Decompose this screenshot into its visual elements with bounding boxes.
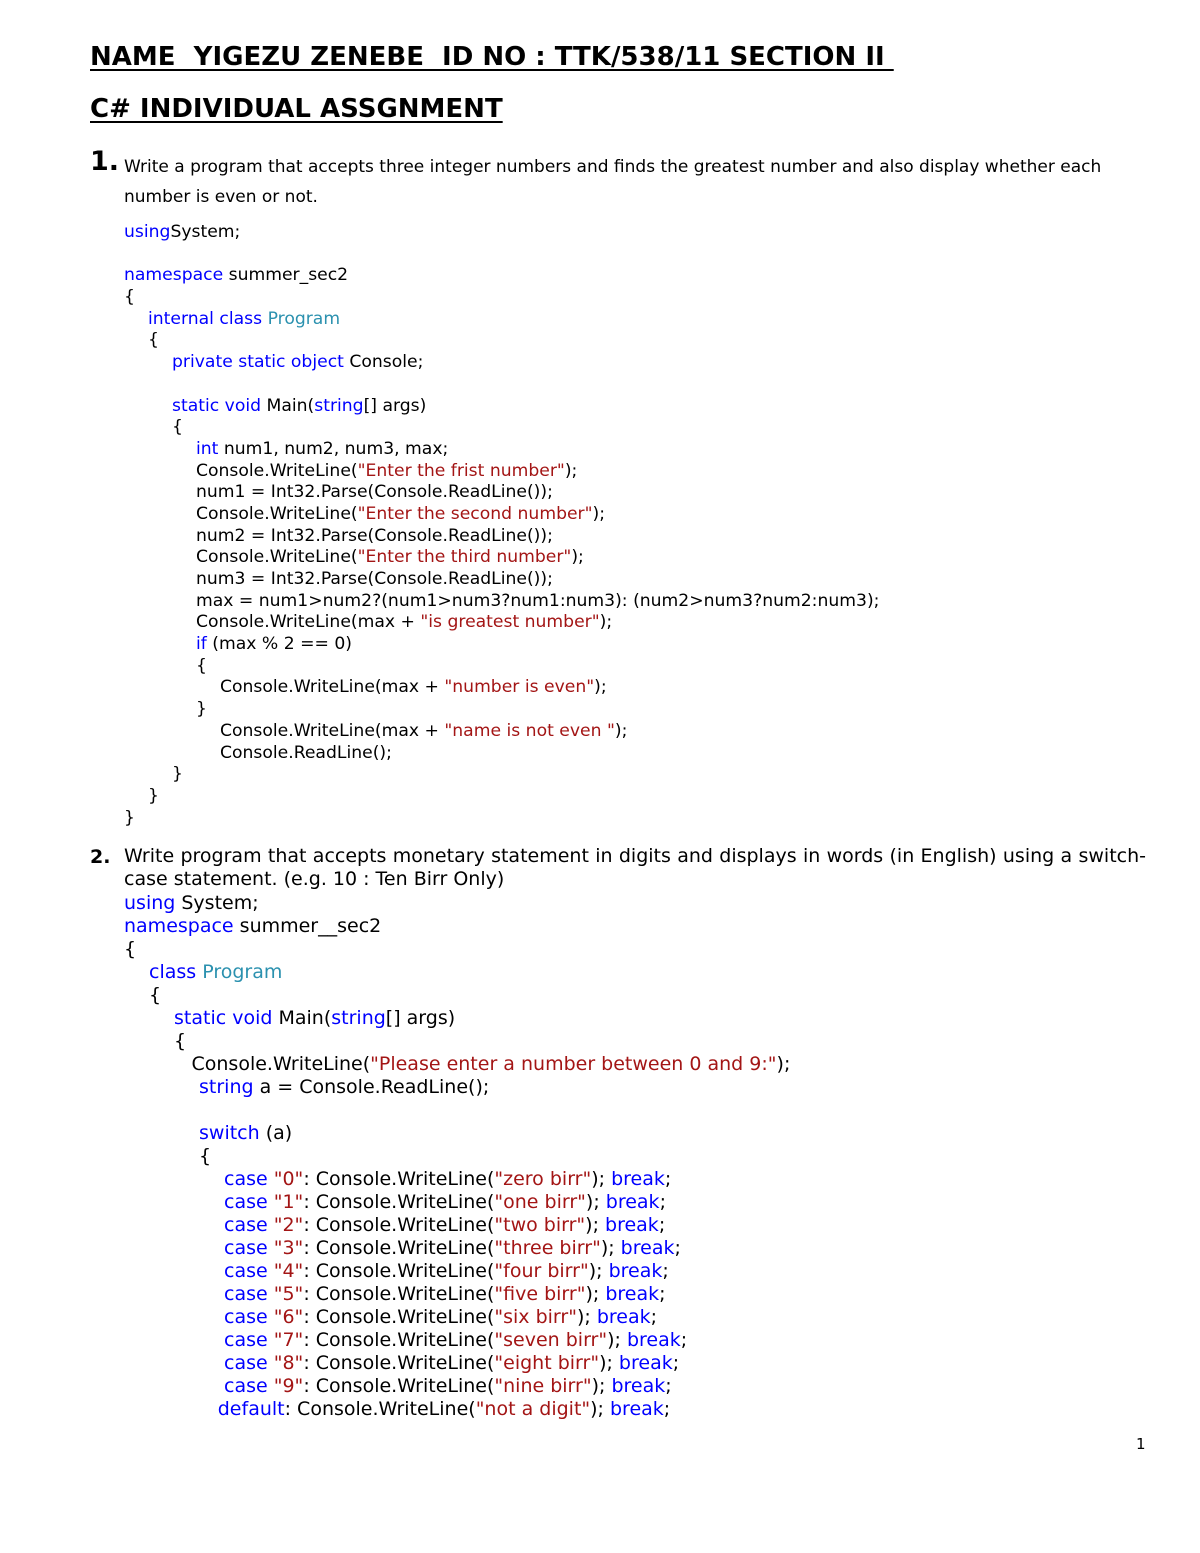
code-token: );: [571, 547, 584, 568]
code-token: case: [224, 1283, 268, 1305]
code-token: "9": [273, 1375, 304, 1397]
code-token: "three birr": [494, 1237, 601, 1259]
code-token: break: [605, 1283, 660, 1305]
code-line: [124, 569, 879, 591]
code-token: );: [590, 1398, 610, 1420]
code-token: );: [585, 1283, 606, 1305]
code-token: );: [564, 460, 578, 481]
code-token: "5": [273, 1283, 304, 1305]
code-line: [124, 330, 879, 352]
code-token: Console.WriteLine(: [196, 460, 358, 481]
code-token: Console.ReadLine();: [220, 742, 392, 763]
code-line: [124, 656, 879, 678]
code-token: {: [196, 655, 207, 676]
code-token: "number is even": [444, 677, 595, 698]
code-line: [124, 591, 879, 613]
code-token: );: [599, 612, 613, 633]
code-token: case: [224, 1214, 268, 1236]
code-token: void: [232, 1007, 273, 1029]
code-token: "not a digit": [475, 1398, 591, 1420]
code-token: case: [224, 1306, 268, 1328]
code-token: ;: [663, 1398, 671, 1420]
code-token: string: [199, 1076, 254, 1098]
code-token: ;: [680, 1329, 688, 1351]
code-token: a = Console.ReadLine();: [253, 1076, 490, 1098]
code-token: "zero birr": [494, 1168, 592, 1190]
code-token: break: [618, 1352, 673, 1374]
code-line: [124, 1007, 790, 1030]
code-token: "8": [273, 1352, 304, 1374]
code-token: break: [605, 1191, 660, 1213]
code-line: [124, 743, 879, 765]
code-token: using: [124, 222, 171, 242]
code-token: "0": [273, 1168, 304, 1190]
code-token: "7": [273, 1329, 304, 1351]
code-token: "one birr": [494, 1191, 586, 1213]
code-line: [124, 1099, 790, 1122]
code-token: using: [124, 892, 176, 914]
code-token: "eight birr": [494, 1352, 600, 1374]
code-token: "five birr": [494, 1283, 586, 1305]
code-token: case: [224, 1375, 268, 1397]
code-token: switch: [199, 1122, 260, 1144]
code-line: [124, 1122, 790, 1145]
code-token: {: [174, 1030, 187, 1052]
question-1-text: Write a program that accepts three integer numbers and finds the greatest number and also display whether each number is even or not.: [124, 157, 1102, 207]
code-token: break: [620, 1237, 675, 1259]
code-token: break: [611, 1375, 666, 1397]
code-token: ;: [672, 1352, 680, 1374]
code-line: [124, 915, 790, 938]
code-token: "is greatest number": [420, 612, 600, 633]
code-line: [124, 1145, 790, 1168]
code-token: "six birr": [494, 1306, 577, 1328]
code-token: Console.WriteLine(max +: [220, 677, 445, 698]
code-token: Main(: [261, 395, 315, 416]
code-line: [124, 764, 879, 786]
code-token: break: [626, 1329, 681, 1351]
code-line: [124, 1329, 790, 1352]
question-2-number: 2.: [90, 846, 111, 868]
code-line: [124, 1214, 790, 1237]
code-line: [124, 721, 879, 743]
code-token: ;: [674, 1237, 681, 1259]
code-token: System;: [170, 222, 241, 242]
code-token: "2": [273, 1214, 304, 1236]
code-token: Console.WriteLine(: [196, 503, 358, 524]
code-token: );: [591, 1375, 612, 1397]
code-token: : Console.WriteLine(: [284, 1398, 476, 1420]
code-line: [124, 1306, 790, 1329]
code-line: [124, 786, 879, 808]
code-line: [124, 1030, 790, 1053]
question-2-code: [124, 892, 790, 1421]
code-token: num1 = Int32.Parse(Console.ReadLine());: [196, 482, 553, 503]
code-line: [124, 1053, 790, 1076]
question-1-number: 1.: [90, 146, 120, 177]
code-token: {: [199, 1145, 212, 1167]
code-token: case: [224, 1168, 268, 1190]
code-token: break: [608, 1260, 663, 1282]
code-token: break: [610, 1398, 664, 1420]
code-token: );: [588, 1260, 609, 1282]
code-token: );: [776, 1053, 791, 1075]
code-line: [124, 1237, 790, 1260]
code-token: "Enter the third number": [357, 547, 572, 568]
code-token: namespace: [124, 915, 234, 937]
page-number: 1: [1136, 1435, 1146, 1453]
code-token: Main(: [272, 1007, 332, 1029]
code-token: static: [174, 1007, 227, 1029]
code-line: [124, 482, 879, 504]
code-token: namespace: [124, 265, 224, 286]
code-token: }: [124, 807, 135, 828]
code-token: break: [611, 1168, 665, 1190]
code-token: {: [124, 938, 137, 960]
code-line: [124, 612, 879, 634]
code-token: [] args): [385, 1007, 456, 1029]
code-token: case: [224, 1352, 268, 1374]
code-token: {: [172, 417, 183, 438]
code-line: [124, 634, 879, 656]
code-token: );: [592, 503, 606, 524]
code-token: }: [196, 699, 207, 720]
code-token: "Enter the second number": [357, 503, 593, 524]
question-1-code: [124, 222, 879, 829]
code-token: case: [224, 1329, 268, 1351]
code-line: [124, 1398, 790, 1421]
code-token: static: [238, 352, 286, 373]
code-line: [124, 526, 879, 548]
question-2-text: Write program that accepts monetary statement in digits and displays in words (in English) using a switch-case statement. (e.g. 10 : Ten Birr Only): [124, 845, 1146, 890]
code-line: [124, 287, 879, 309]
code-token: case: [224, 1237, 268, 1259]
code-token: void: [224, 395, 262, 416]
code-token: Console.WriteLine(max +: [220, 720, 445, 741]
code-token: case: [224, 1191, 268, 1213]
code-token: : Console.WriteLine(: [303, 1306, 495, 1328]
code-token: default: [217, 1398, 285, 1420]
code-line: [124, 439, 879, 461]
code-token: private: [172, 352, 233, 373]
code-token: "3": [273, 1237, 304, 1259]
code-token: ;: [662, 1260, 669, 1282]
code-token: int: [196, 438, 219, 459]
code-line: [124, 1260, 790, 1283]
code-token: "name is not even ": [444, 720, 615, 741]
code-token: (max % 2 == 0): [206, 634, 353, 655]
code-line: [124, 547, 879, 569]
code-token: Program: [267, 308, 341, 329]
code-line: [124, 244, 879, 266]
code-token: "two birr": [494, 1214, 586, 1236]
code-token: static: [172, 395, 220, 416]
code-token: );: [585, 1191, 606, 1213]
code-token: "nine birr": [494, 1375, 592, 1397]
code-token: class: [219, 308, 263, 329]
code-token: : Console.WriteLine(: [303, 1375, 495, 1397]
code-token: break: [596, 1306, 651, 1328]
code-line: [124, 504, 879, 526]
code-line: [124, 461, 879, 483]
code-token: : Console.WriteLine(: [303, 1168, 495, 1190]
code-token: case: [224, 1260, 268, 1282]
code-token: string: [314, 395, 364, 416]
code-line: [124, 222, 879, 244]
code-token: max = num1>num2?(num1>num3?num1:num3): (num2>num3?num2:num3);: [196, 590, 880, 611]
code-token: (a): [259, 1122, 293, 1144]
code-token: ;: [665, 1375, 672, 1397]
code-line: [124, 892, 790, 915]
code-token: );: [600, 1237, 621, 1259]
code-line: [124, 1191, 790, 1214]
code-token: class: [149, 961, 197, 983]
code-line: [124, 677, 879, 699]
code-token: "seven birr": [494, 1329, 608, 1351]
document-title: NAME YIGEZU ZENEBE ID NO : TTK/538/11 SECTION II: [90, 42, 894, 72]
code-token: summer__sec2: [233, 915, 382, 937]
code-token: object: [290, 352, 344, 373]
code-line: [124, 309, 879, 331]
code-line: [124, 1375, 790, 1398]
code-token: ;: [664, 1168, 672, 1190]
assignment-title: C# INDIVIDUAL ASSGNMENT: [90, 94, 503, 124]
code-token: );: [607, 1329, 627, 1351]
code-token: Program: [202, 961, 283, 983]
code-token: ;: [659, 1191, 666, 1213]
code-line: [124, 984, 790, 1007]
code-line: [124, 374, 879, 396]
code-token: ;: [658, 1214, 666, 1236]
code-token: );: [594, 677, 607, 698]
code-token: );: [576, 1306, 597, 1328]
code-line: [124, 1168, 790, 1191]
code-line: [124, 961, 790, 984]
code-token: break: [605, 1214, 659, 1236]
code-token: Console.WriteLine(: [191, 1053, 371, 1075]
code-token: );: [614, 720, 628, 741]
code-line: [124, 699, 879, 721]
code-line: [124, 1352, 790, 1375]
code-token: Console.WriteLine(max +: [196, 612, 421, 633]
code-token: : Console.WriteLine(: [303, 1214, 495, 1236]
code-line: [124, 1283, 790, 1306]
code-token: );: [585, 1214, 606, 1236]
code-token: {: [148, 330, 159, 351]
code-token: if: [196, 634, 207, 655]
code-line: [124, 417, 879, 439]
code-token: : Console.WriteLine(: [303, 1260, 495, 1282]
code-token: ;: [650, 1306, 658, 1328]
code-line: [124, 396, 879, 418]
code-token: [] args): [363, 395, 427, 416]
code-token: : Console.WriteLine(: [303, 1237, 495, 1259]
code-line: [124, 1076, 790, 1099]
code-token: : Console.WriteLine(: [303, 1191, 495, 1213]
code-token: "Enter the frist number": [357, 460, 565, 481]
code-token: Console;: [343, 352, 424, 373]
code-token: num2 = Int32.Parse(Console.ReadLine());: [196, 525, 553, 546]
code-token: }: [148, 785, 159, 806]
code-token: : Console.WriteLine(: [303, 1352, 495, 1374]
code-token: System;: [175, 892, 259, 914]
code-token: num3 = Int32.Parse(Console.ReadLine());: [196, 569, 553, 589]
code-token: : Console.WriteLine(: [303, 1283, 495, 1305]
code-token: Console.WriteLine(: [196, 547, 358, 568]
code-token: {: [149, 984, 162, 1006]
code-token: "4": [273, 1260, 304, 1282]
code-line: [124, 808, 879, 830]
code-line: [124, 352, 879, 374]
code-line: [124, 938, 790, 961]
code-line: [124, 265, 879, 287]
code-token: "6": [273, 1306, 304, 1328]
code-token: num1, num2, num3, max;: [218, 438, 449, 459]
code-token: summer_sec2: [223, 265, 349, 286]
code-token: {: [124, 287, 135, 308]
code-token: "1": [273, 1191, 304, 1213]
code-token: : Console.WriteLine(: [303, 1329, 495, 1351]
code-token: "Please enter a number between 0 and 9:": [370, 1053, 777, 1075]
code-token: );: [599, 1352, 619, 1374]
code-token: internal: [148, 308, 214, 329]
code-token: );: [591, 1168, 612, 1190]
code-token: ;: [659, 1283, 666, 1305]
code-token: string: [331, 1007, 386, 1029]
code-token: "four birr": [494, 1260, 589, 1282]
code-token: }: [172, 764, 183, 785]
